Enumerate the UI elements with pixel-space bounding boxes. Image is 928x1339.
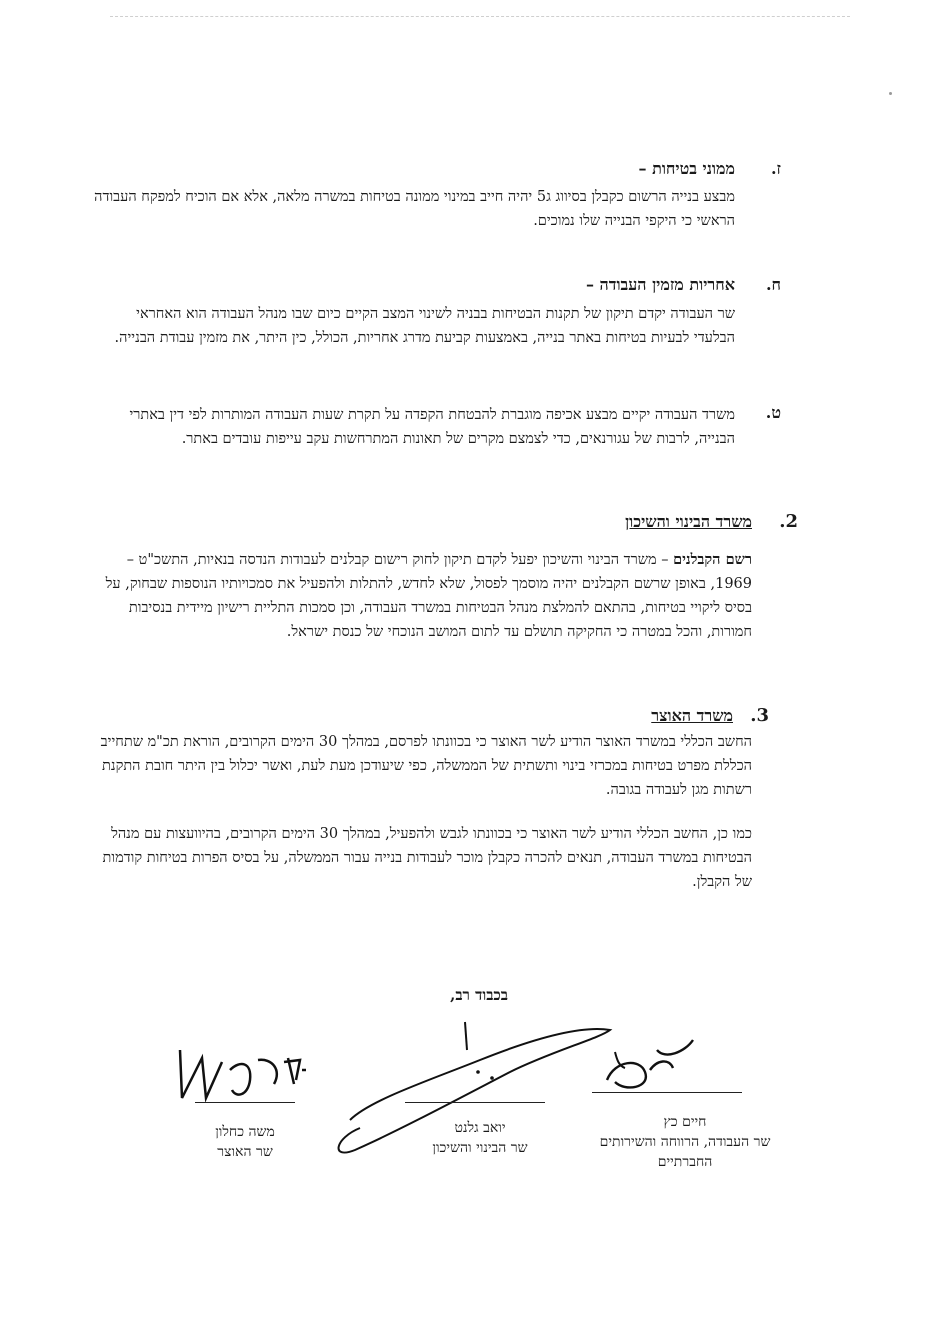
signatory-katz-name: חיים כץ: [663, 1114, 707, 1130]
signatory-katz-title: שר העבודה, הרווחה והשירותים החברתיים: [599, 1134, 771, 1170]
section-3-body2: כמו כן, החשב הכללי הודיע לשר האוצר כי בכוונתו לגבש ולהפעיל, במהלך 30 הימים הקרובים, בהיוועצות עם מנהל הבטיחות במשרד העבודה, תנאים להכרה כקבלן מוכר לעבודות בנייה עבור הממשלה, על בסיס הפרות בטיחות קודמות של הקבלן.: [102, 826, 752, 890]
section-h: [135, 274, 781, 296]
signature-kahlon: [170, 1040, 320, 1110]
section-z-marker: ז.: [770, 159, 781, 178]
scan-speck: [889, 92, 892, 95]
section-z-heading: ממוני בטיחות –: [638, 159, 735, 178]
section-2-heading-row: [112, 511, 798, 533]
section-t: [95, 403, 781, 451]
section-t-body: משרד העבודה יקיים מבצע אכיפה מוגברת להבטחת הקפדה על תקרת שעות העבודה המותרות לפי דין באתרי הבנייה, לרבות של עגורנאים, כדי לצמצם מקרים של תאונות המתרחשות עקב עייפות עובדים באתר.: [129, 407, 735, 447]
section-3-body1-block: [92, 730, 752, 802]
section-3: [113, 705, 769, 727]
signatory-gallant-name: יואב גלנט: [454, 1120, 506, 1136]
signatory-katz: [580, 1112, 790, 1172]
section-2-lead: רשם הקבלנים: [673, 551, 752, 568]
closing-salutation: בכבוד רב,: [450, 986, 508, 1004]
section-z-heading-row: [135, 158, 781, 180]
section-z: [135, 158, 781, 180]
section-3-body2-block: [92, 822, 752, 894]
section-z-body: מבצע בנייה הרשום כקבלן בסיווג ג5 יהיה חייב במינוי ממונה בטיחות במשרה מלאה, אלא אם הוכיח למפקח העבודה הראשי כי היקפי הבנייה שלו נמוכים.: [94, 189, 735, 229]
section-2-paragraph: [92, 548, 752, 644]
section-3-body1: החשב הכללי במשרד האוצר הודיע לשר האוצר כי בכוונתו לפרסם, במהלך 30 הימים הקרובים, הוראת תכ"מ שתחייב הכללת מפרט בטיחות במכרזי בינוי ותשתית של הממשלה, כפי שיעודכן מעת לעת, ואשר יכלול בין היתר חובת התקנת רשתות מגן לעבודה בגובה.: [100, 734, 752, 798]
signature-line-kahlon: [195, 1102, 295, 1103]
section-2-heading: משרד הבינוי והשיכון: [625, 512, 752, 531]
section-3-number: 3.: [750, 705, 769, 726]
signatory-gallant-title: שר הבינוי והשיכון: [432, 1140, 528, 1156]
signatory-kahlon-title: שר האוצר: [217, 1144, 273, 1160]
signatory-kahlon-name: משה כחלון: [215, 1124, 275, 1140]
section-2-body-block: [92, 548, 752, 644]
section-z-body-block: [90, 185, 735, 233]
section-h-marker: ח.: [765, 275, 781, 294]
signature-katz: [595, 1030, 705, 1100]
section-3-heading-row: [113, 705, 769, 727]
section-h-body: שר העבודה יקדם תיקון של תקנות הבטיחות בבניה לשינוי המצב הקיים כיום שבו מנהל העבודה הוא האחראי הבלעדי לבעיות בטיחות באתר בנייה, באמצעות קביעת מדרג אחריות, הכולל, כין היתר, את מזמין עבודת הבנייה.: [114, 306, 735, 346]
section-2-number: 2.: [779, 511, 798, 532]
signatory-kahlon: [190, 1122, 300, 1162]
signatory-gallant: [400, 1118, 560, 1158]
scan-top-edge: [110, 16, 850, 17]
signature-line-katz: [592, 1092, 742, 1093]
signature-line-gallant: [405, 1102, 545, 1103]
section-h-heading-row: [135, 274, 781, 296]
section-h-body-block: [95, 302, 735, 350]
section-h-heading: אחריות מזמין העבודה –: [585, 275, 735, 294]
section-2: [112, 511, 798, 533]
section-2-body: – משרד הבינוי והשיכון יפעל לקדם תיקון לחוק רישום קבלנים לעבודות הנדסה בנאיות, התשכ"ט – 1969, באופן שרשם הקבלנים יהיה מוסמך לפסול, שלא לחדש, להתלות ולהפעיל את סמכויותיו הנוספות שבחוק, על בסיס ליקויי בטיחות, בהתאם להמלצת מנהל הבטיחות במשרד העבודה, וכן סמכות התליית רישיון מיידית בנסיבות חמורות, והכל במטרה כי החקיקה תושלם עד לתום המושב הנוכחי של כנסת ישראל.: [105, 552, 752, 640]
section-3-heading: משרד האוצר: [651, 706, 733, 725]
section-t-marker: ט.: [765, 403, 781, 422]
